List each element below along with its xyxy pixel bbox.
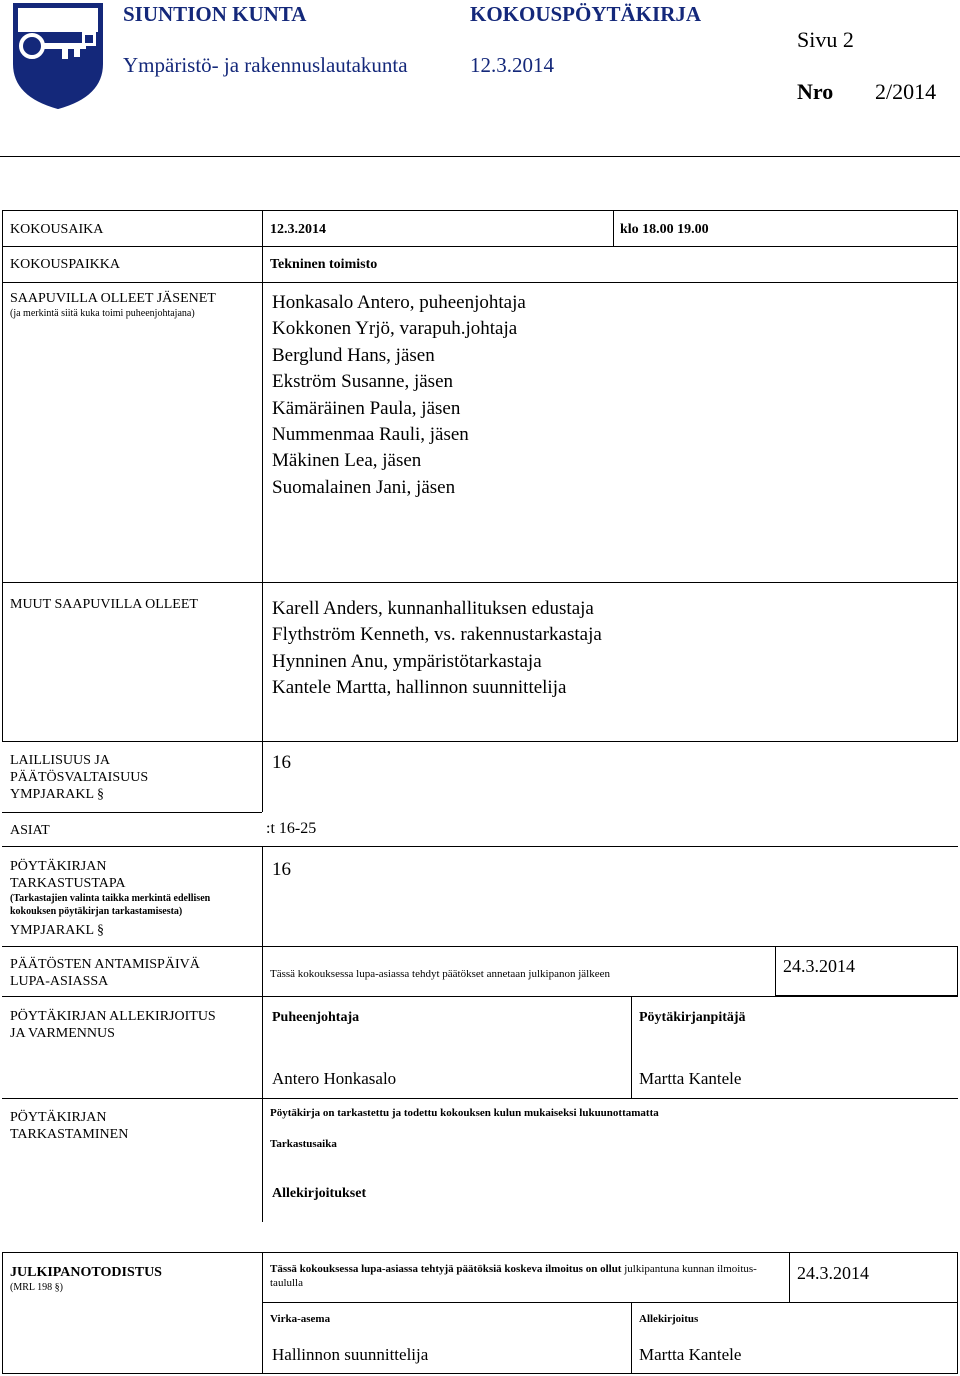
decision-date-label-line: LUPA-ASIASSA — [10, 974, 109, 989]
review-text: Pöytäkirja on tarkastettu ja todettu kokouksen kulun mukaiseksi lukuunottamatta — [270, 1107, 659, 1119]
members-note: (ja merkintä siitä kuka toimi puheenjohtajana) — [10, 308, 195, 319]
row-divider — [2, 282, 958, 283]
secretary-name: Martta Kantele — [639, 1069, 742, 1088]
review-signatures-label: Allekirjoitukset — [272, 1186, 367, 1201]
decision-date-value: 24.3.2014 — [783, 956, 855, 976]
decision-date-label-line: PÄÄTÖSTEN ANTAMISPÄIVÄ — [10, 957, 200, 972]
row-divider — [2, 1098, 958, 1099]
list-item: Ekström Susanne, jäsen — [272, 371, 454, 393]
asiat-value: :t 16-25 — [266, 820, 317, 837]
page-number: Sivu 2 — [797, 27, 854, 52]
legality-label — [10, 752, 148, 803]
secretary-label: Pöytäkirjanpitäjä — [639, 1010, 746, 1025]
legality-label-line: PÄÄTÖSVALTAISUUS — [10, 770, 149, 785]
signature-divider — [262, 996, 263, 1098]
sign-label: Allekirjoitus — [639, 1313, 699, 1325]
list-item: Kokkonen Yrjö, varapuh.johtaja — [272, 318, 518, 340]
review-method-value: 16 — [272, 859, 291, 880]
document-type: KOKOUSPÖYTÄKIRJA — [470, 2, 702, 26]
review-method-note-line: kokouksen pöytäkirjan tarkastamisesta) — [10, 906, 183, 917]
row-divider — [2, 846, 958, 847]
publication-text-bold: Tässä kokouksessa lupa-asiassa tehtyjä päätöksiä koskeva ilmoitus on ollut — [270, 1263, 622, 1275]
publication-divider — [262, 1252, 263, 1374]
publication-label: JULKIPANOTODISTUS — [10, 1265, 162, 1280]
list-item: Kantele Martta, hallinnon suunnittelija — [272, 677, 567, 699]
legality-label-line: YMPJARAKL § — [10, 787, 104, 802]
list-item: Kämäräinen Paula, jäsen — [272, 397, 461, 419]
office-label: Virka-asema — [270, 1313, 331, 1325]
decision-divider — [262, 946, 263, 996]
header-divider — [0, 156, 960, 157]
coat-of-arms-key-icon — [12, 2, 104, 110]
publication-date: 24.3.2014 — [797, 1263, 869, 1283]
signature-label — [10, 1008, 216, 1042]
time-column-divider — [613, 210, 614, 246]
review-method-section: YMPJARAKL § — [10, 923, 104, 938]
signature-column-divider — [631, 996, 632, 1098]
review-method-label-line: TARKASTUSTAPA — [10, 876, 126, 891]
review-divider — [262, 1098, 263, 1222]
list-item: Honkasalo Antero, puheenjohtaja — [272, 292, 526, 313]
others-list — [272, 596, 602, 702]
publication-note: (MRL 198 §) — [10, 1282, 63, 1293]
list-item: Hynninen Anu, ympäristötarkastaja — [272, 650, 542, 672]
publication-text-normal: julkipantuna kunnan ilmoitus- — [621, 1263, 757, 1275]
nro-value: 2/2014 — [875, 79, 937, 104]
meeting-time-label: KOKOUSAIKA — [10, 222, 104, 237]
others-label: MUUT SAAPUVILLA OLLEET — [10, 597, 198, 612]
asiat-label: ASIAT — [10, 823, 50, 838]
list-item: Nummenmaa Rauli, jäsen — [272, 424, 469, 446]
list-item: Flythström Kenneth, vs. rakennustarkastaja — [272, 624, 602, 646]
board-name: Ympäristö- ja rakennuslautakunta — [123, 53, 408, 77]
review-method-divider — [262, 846, 263, 946]
review-method-label-line: PÖYTÄKIRJAN — [10, 859, 107, 874]
signature-label-line: PÖYTÄKIRJAN ALLEKIRJOITUS — [10, 1009, 216, 1024]
review-method-note — [10, 892, 210, 918]
legality-label-line: LAILLISUUS JA — [10, 753, 110, 768]
members-list — [272, 290, 526, 501]
meeting-place-label: KOKOUSPAIKKA — [10, 257, 120, 272]
list-item: Karell Anders, kunnanhallituksen edustaja — [272, 598, 594, 619]
review-method-note-line: (Tarkastajien valinta taikka merkintä edellisen — [10, 893, 211, 904]
meeting-info-column-divider — [262, 210, 263, 742]
meeting-time-clock: klo 18.00 19.00 — [620, 222, 709, 237]
review-time-label: Tarkastusaika — [270, 1138, 337, 1150]
list-item: Berglund Hans, jäsen — [272, 344, 435, 366]
review-label-line: PÖYTÄKIRJAN — [10, 1110, 107, 1125]
sign-value: Martta Kantele — [639, 1345, 742, 1364]
publication-sign-divider — [631, 1302, 632, 1374]
decision-date-label — [10, 956, 200, 990]
publication-text-line2: taululla — [270, 1277, 303, 1289]
row-divider — [2, 996, 958, 997]
list-item: Mäkinen Lea, jäsen — [272, 450, 422, 472]
office-value: Hallinnon suunnittelija — [272, 1345, 429, 1364]
signature-label-line: JA VARMENNUS — [10, 1026, 115, 1041]
review-label-line: TARKASTAMINEN — [10, 1127, 129, 1142]
row-divider — [2, 812, 262, 813]
members-label: SAAPUVILLA OLLEET JÄSENET — [10, 291, 216, 306]
coat-of-arms-logo — [12, 2, 104, 110]
legality-divider — [262, 742, 263, 812]
chair-label: Puheenjohtaja — [272, 1010, 360, 1025]
meeting-date-header: 12.3.2014 — [470, 53, 554, 77]
meeting-time-date: 12.3.2014 — [270, 222, 326, 237]
chair-name: Antero Honkasalo — [272, 1069, 397, 1088]
row-divider — [2, 246, 958, 247]
decision-date-text: Tässä kokouksessa lupa-asiassa tehdyt päätökset annetaan julkipanon jälkeen — [270, 968, 610, 980]
row-divider — [262, 1302, 958, 1303]
nro-label: Nro — [797, 79, 834, 104]
review-method-label — [10, 858, 126, 892]
legality-value: 16 — [272, 752, 291, 773]
publication-text — [270, 1262, 780, 1290]
meeting-place-value: Tekninen toimisto — [270, 257, 378, 272]
municipality-name: SIUNTION KUNTA — [123, 2, 307, 26]
review-label — [10, 1109, 128, 1143]
row-divider — [2, 582, 958, 583]
list-item: Suomalainen Jani, jäsen — [272, 476, 456, 498]
publication-date-divider — [789, 1252, 790, 1302]
